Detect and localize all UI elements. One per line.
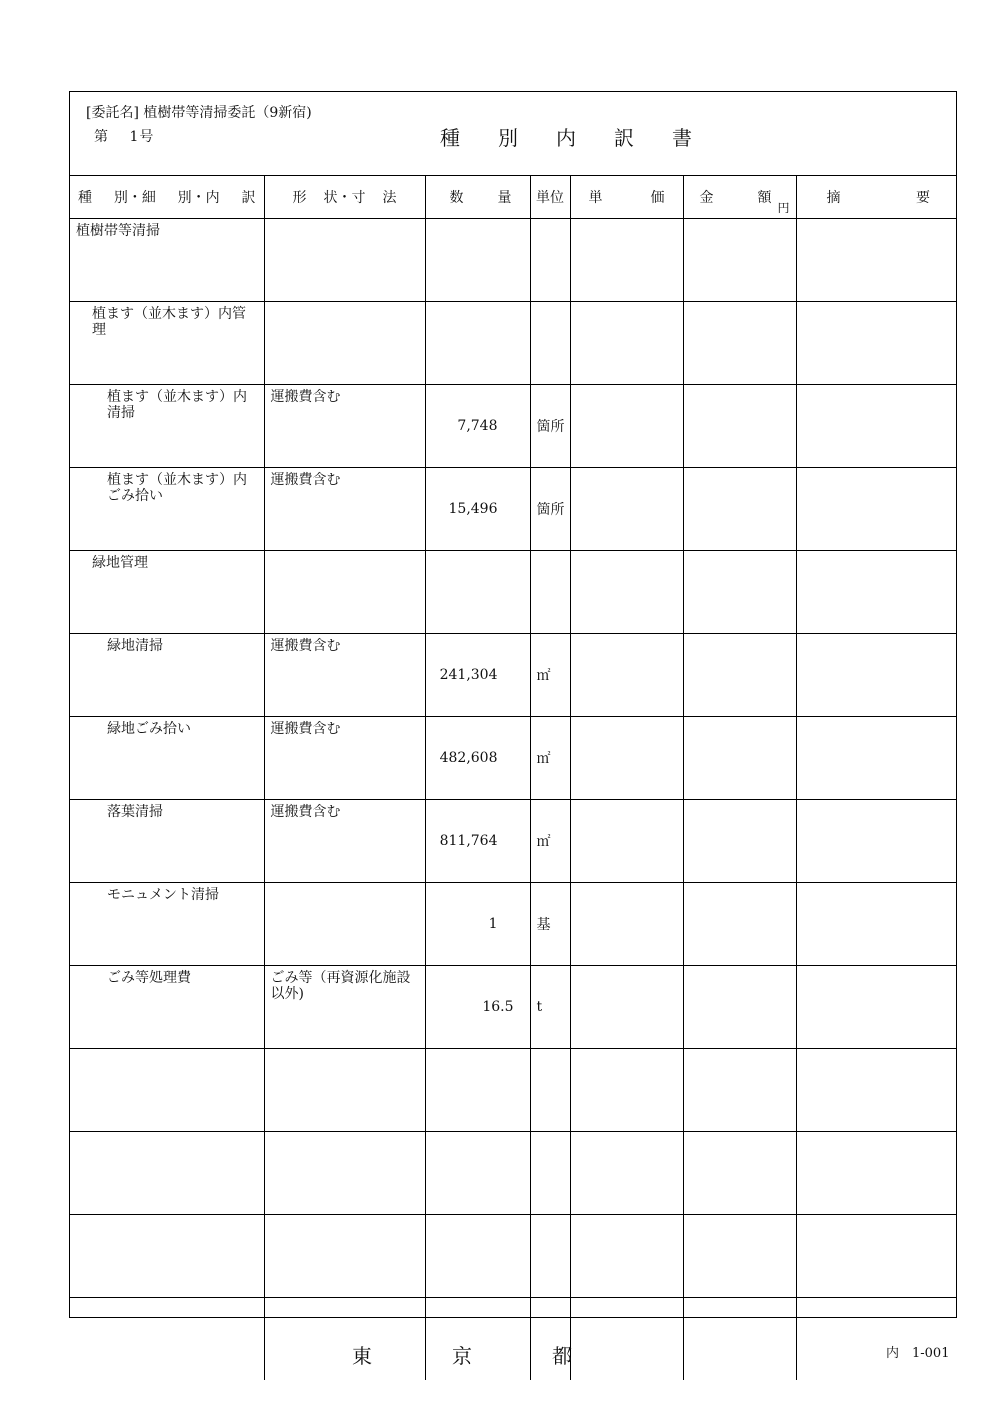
col-amount-part: 額	[757, 190, 772, 206]
unit-cell: ㎡	[530, 800, 570, 883]
unit-cell: 箇所	[530, 468, 570, 551]
unit-cell	[530, 1049, 570, 1132]
unit-price-cell	[570, 219, 683, 302]
item-name-cell: 緑地ごみ拾い	[70, 717, 264, 800]
item-name-cell: 植樹帯等清掃	[70, 219, 264, 302]
unit-cell	[530, 1215, 570, 1298]
table-row	[70, 800, 956, 883]
document-number: 第 1号	[94, 129, 155, 145]
unit-price-cell	[570, 385, 683, 468]
unit-price-cell	[570, 302, 683, 385]
item-name-cell	[70, 1298, 264, 1381]
remarks-cell	[796, 883, 956, 966]
col-price	[570, 176, 683, 219]
remarks-cell	[796, 717, 956, 800]
amount-cell	[683, 883, 796, 966]
amount-cell	[683, 219, 796, 302]
unit-price-cell	[570, 1132, 683, 1215]
amount-cell	[683, 468, 796, 551]
unit-price-cell	[570, 966, 683, 1049]
col-shape-part: 状・寸	[323, 190, 366, 206]
item-name-cell	[70, 1132, 264, 1215]
amount-cell	[683, 1132, 796, 1215]
table-row	[70, 1215, 956, 1298]
col-item-part: 種	[78, 190, 92, 206]
statement-frame	[69, 91, 957, 1318]
table-row	[70, 1049, 956, 1132]
table-row	[70, 1132, 956, 1215]
col-unit: 単位	[530, 176, 570, 219]
table-row	[70, 385, 956, 468]
remarks-cell	[796, 1215, 956, 1298]
remarks-cell	[796, 551, 956, 634]
table-row	[70, 883, 956, 966]
quantity-cell: 1	[425, 883, 530, 966]
amount-cell	[683, 302, 796, 385]
remarks-cell	[796, 302, 956, 385]
shape-cell	[264, 551, 425, 634]
unit-price-cell	[570, 551, 683, 634]
remarks-cell	[796, 800, 956, 883]
shape-cell	[264, 302, 425, 385]
remarks-cell	[796, 1049, 956, 1132]
item-name-cell	[70, 1049, 264, 1132]
amount-cell	[683, 634, 796, 717]
consignment-name: [委託名] 植樹帯等清掃委託（9新宿)	[86, 105, 312, 121]
col-item-part: 別・細	[113, 190, 156, 206]
unit-price-cell	[570, 717, 683, 800]
table-row	[70, 634, 956, 717]
shape-cell	[264, 219, 425, 302]
col-price-part: 価	[650, 190, 665, 206]
item-name-cell: ごみ等処理費	[70, 966, 264, 1049]
col-remarks-part: 要	[916, 190, 930, 206]
quantity-cell: 811,764	[425, 800, 530, 883]
col-qty-part: 数	[449, 190, 464, 206]
col-remarks-part: 摘	[826, 190, 841, 206]
col-item-part: 訳	[241, 190, 256, 206]
quantity-cell	[425, 1132, 530, 1215]
item-name-cell: 緑地管理	[70, 551, 264, 634]
unit-price-cell	[570, 883, 683, 966]
quantity-cell	[425, 1049, 530, 1132]
remarks-cell	[796, 1132, 956, 1215]
issuing-organization: 東京都	[352, 1344, 652, 1368]
item-name-cell: 植ます（並木ます）内ごみ拾い	[70, 468, 264, 551]
col-item	[70, 176, 264, 219]
quantity-cell	[425, 1215, 530, 1298]
unit-price-cell	[570, 1215, 683, 1298]
remarks-cell	[796, 1298, 956, 1381]
item-name-cell: 落葉清掃	[70, 800, 264, 883]
column-header-row	[70, 176, 956, 219]
unit-price-cell	[570, 468, 683, 551]
unit-cell: ㎡	[530, 634, 570, 717]
col-price-part: 単	[588, 190, 603, 206]
shape-cell	[264, 1132, 425, 1215]
quantity-cell: 482,608	[425, 717, 530, 800]
table-row	[70, 966, 956, 1049]
item-name-cell: 植ます（並木ます）内清掃	[70, 385, 264, 468]
table-row	[70, 302, 956, 385]
col-shape-part: 法	[382, 190, 397, 206]
page-title: 種別内訳書	[440, 126, 730, 150]
quantity-cell	[425, 551, 530, 634]
quantity-cell: 241,304	[425, 634, 530, 717]
shape-cell: 運搬費含む	[264, 468, 425, 551]
table-row	[70, 551, 956, 634]
quantity-cell: 7,748	[425, 385, 530, 468]
col-amount	[683, 176, 796, 219]
unit-price-cell	[570, 634, 683, 717]
remarks-cell	[796, 219, 956, 302]
unit-cell: 基	[530, 883, 570, 966]
unit-cell: t	[530, 966, 570, 1049]
shape-cell: ごみ等（再資源化施設以外)	[264, 966, 425, 1049]
unit-cell: 箇所	[530, 385, 570, 468]
amount-cell	[683, 551, 796, 634]
col-qty-part: 量	[497, 190, 512, 206]
amount-cell	[683, 800, 796, 883]
unit-price-cell	[570, 1049, 683, 1132]
shape-cell	[264, 883, 425, 966]
col-amount-part: 金	[699, 190, 714, 206]
remarks-cell	[796, 385, 956, 468]
amount-cell	[683, 1049, 796, 1132]
shape-cell: 運搬費含む	[264, 717, 425, 800]
item-name-cell: モニュメント清掃	[70, 883, 264, 966]
col-remarks	[796, 176, 956, 219]
quantity-cell	[425, 302, 530, 385]
shape-cell: 運搬費含む	[264, 385, 425, 468]
item-name-cell	[70, 1215, 264, 1298]
table-row	[70, 219, 956, 302]
table-row	[70, 468, 956, 551]
unit-price-cell	[570, 800, 683, 883]
remarks-cell	[796, 468, 956, 551]
table-row	[70, 717, 956, 800]
document-header	[70, 92, 956, 176]
breakdown-table	[70, 176, 956, 1380]
shape-cell: 運搬費含む	[264, 634, 425, 717]
shape-cell	[264, 1215, 425, 1298]
shape-cell: 運搬費含む	[264, 800, 425, 883]
unit-cell	[530, 219, 570, 302]
col-item-part: 別・内	[177, 190, 220, 206]
amount-cell	[683, 966, 796, 1049]
unit-cell	[530, 551, 570, 634]
item-name-cell: 緑地清掃	[70, 634, 264, 717]
shape-cell	[264, 1049, 425, 1132]
quantity-cell	[425, 219, 530, 302]
amount-cell	[683, 1298, 796, 1381]
unit-cell	[530, 1132, 570, 1215]
quantity-cell: 16.5	[425, 966, 530, 1049]
col-qty	[425, 176, 530, 219]
page-code: 内 1-001	[886, 1346, 950, 1361]
col-shape	[264, 176, 425, 219]
amount-cell	[683, 385, 796, 468]
yen-unit-label: 円	[777, 201, 790, 215]
col-shape-part: 形	[292, 190, 307, 206]
remarks-cell	[796, 966, 956, 1049]
amount-cell	[683, 717, 796, 800]
amount-cell	[683, 1215, 796, 1298]
remarks-cell	[796, 634, 956, 717]
item-name-cell: 植ます（並木ます）内管理	[70, 302, 264, 385]
unit-cell	[530, 302, 570, 385]
unit-cell: ㎡	[530, 717, 570, 800]
quantity-cell: 15,496	[425, 468, 530, 551]
